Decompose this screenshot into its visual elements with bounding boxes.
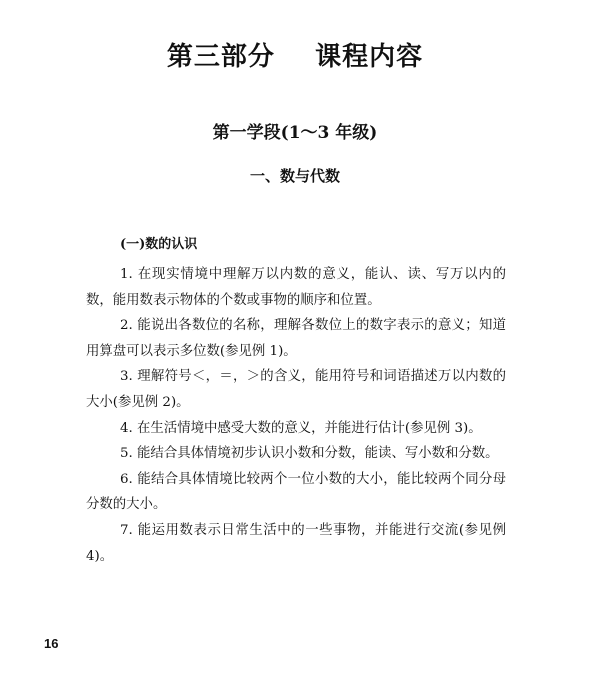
content-item-3: 3. 理解符号＜，＝，＞的含义，能用符号和词语描述万以内数的大小(参见例 2)。	[86, 369, 506, 410]
chapter-title: 一、数与代数	[249, 167, 340, 185]
page-number: 16	[44, 636, 59, 651]
content-item-2: 2. 能说出各数位的名称，理解各数位上的数字表示的意义；知道用算盘可以表示多位数(参见例 1)。	[86, 318, 506, 359]
subsection-title: (一)数的认识	[120, 237, 198, 252]
content-item-5: 5. 能结合具体情境初步认识小数和分数，能读、写小数和分数。	[120, 446, 499, 462]
page-title: 第三部分 课程内容	[166, 42, 424, 72]
content-item-1: 1. 在现实情境中理解万以内数的意义，能认、读、写万以内的数，能用数表示物体的个数或事物的顺序和位置。	[86, 267, 506, 308]
content-item-7: 7. 能运用数表示日常生活中的一些事物，并能进行交流(参见例 4)。	[86, 522, 506, 564]
content-item-list	[86, 262, 506, 569]
content-item-6: 6. 能结合具体情境比较两个一位小数的大小，能比较两个同分母分数的大小。	[86, 471, 506, 513]
content-item-4: 4. 在生活情境中感受大数的意义，并能进行估计(参见例 3)。	[120, 420, 482, 436]
stage-title: 第一学段(1～3 年级)	[212, 123, 378, 143]
